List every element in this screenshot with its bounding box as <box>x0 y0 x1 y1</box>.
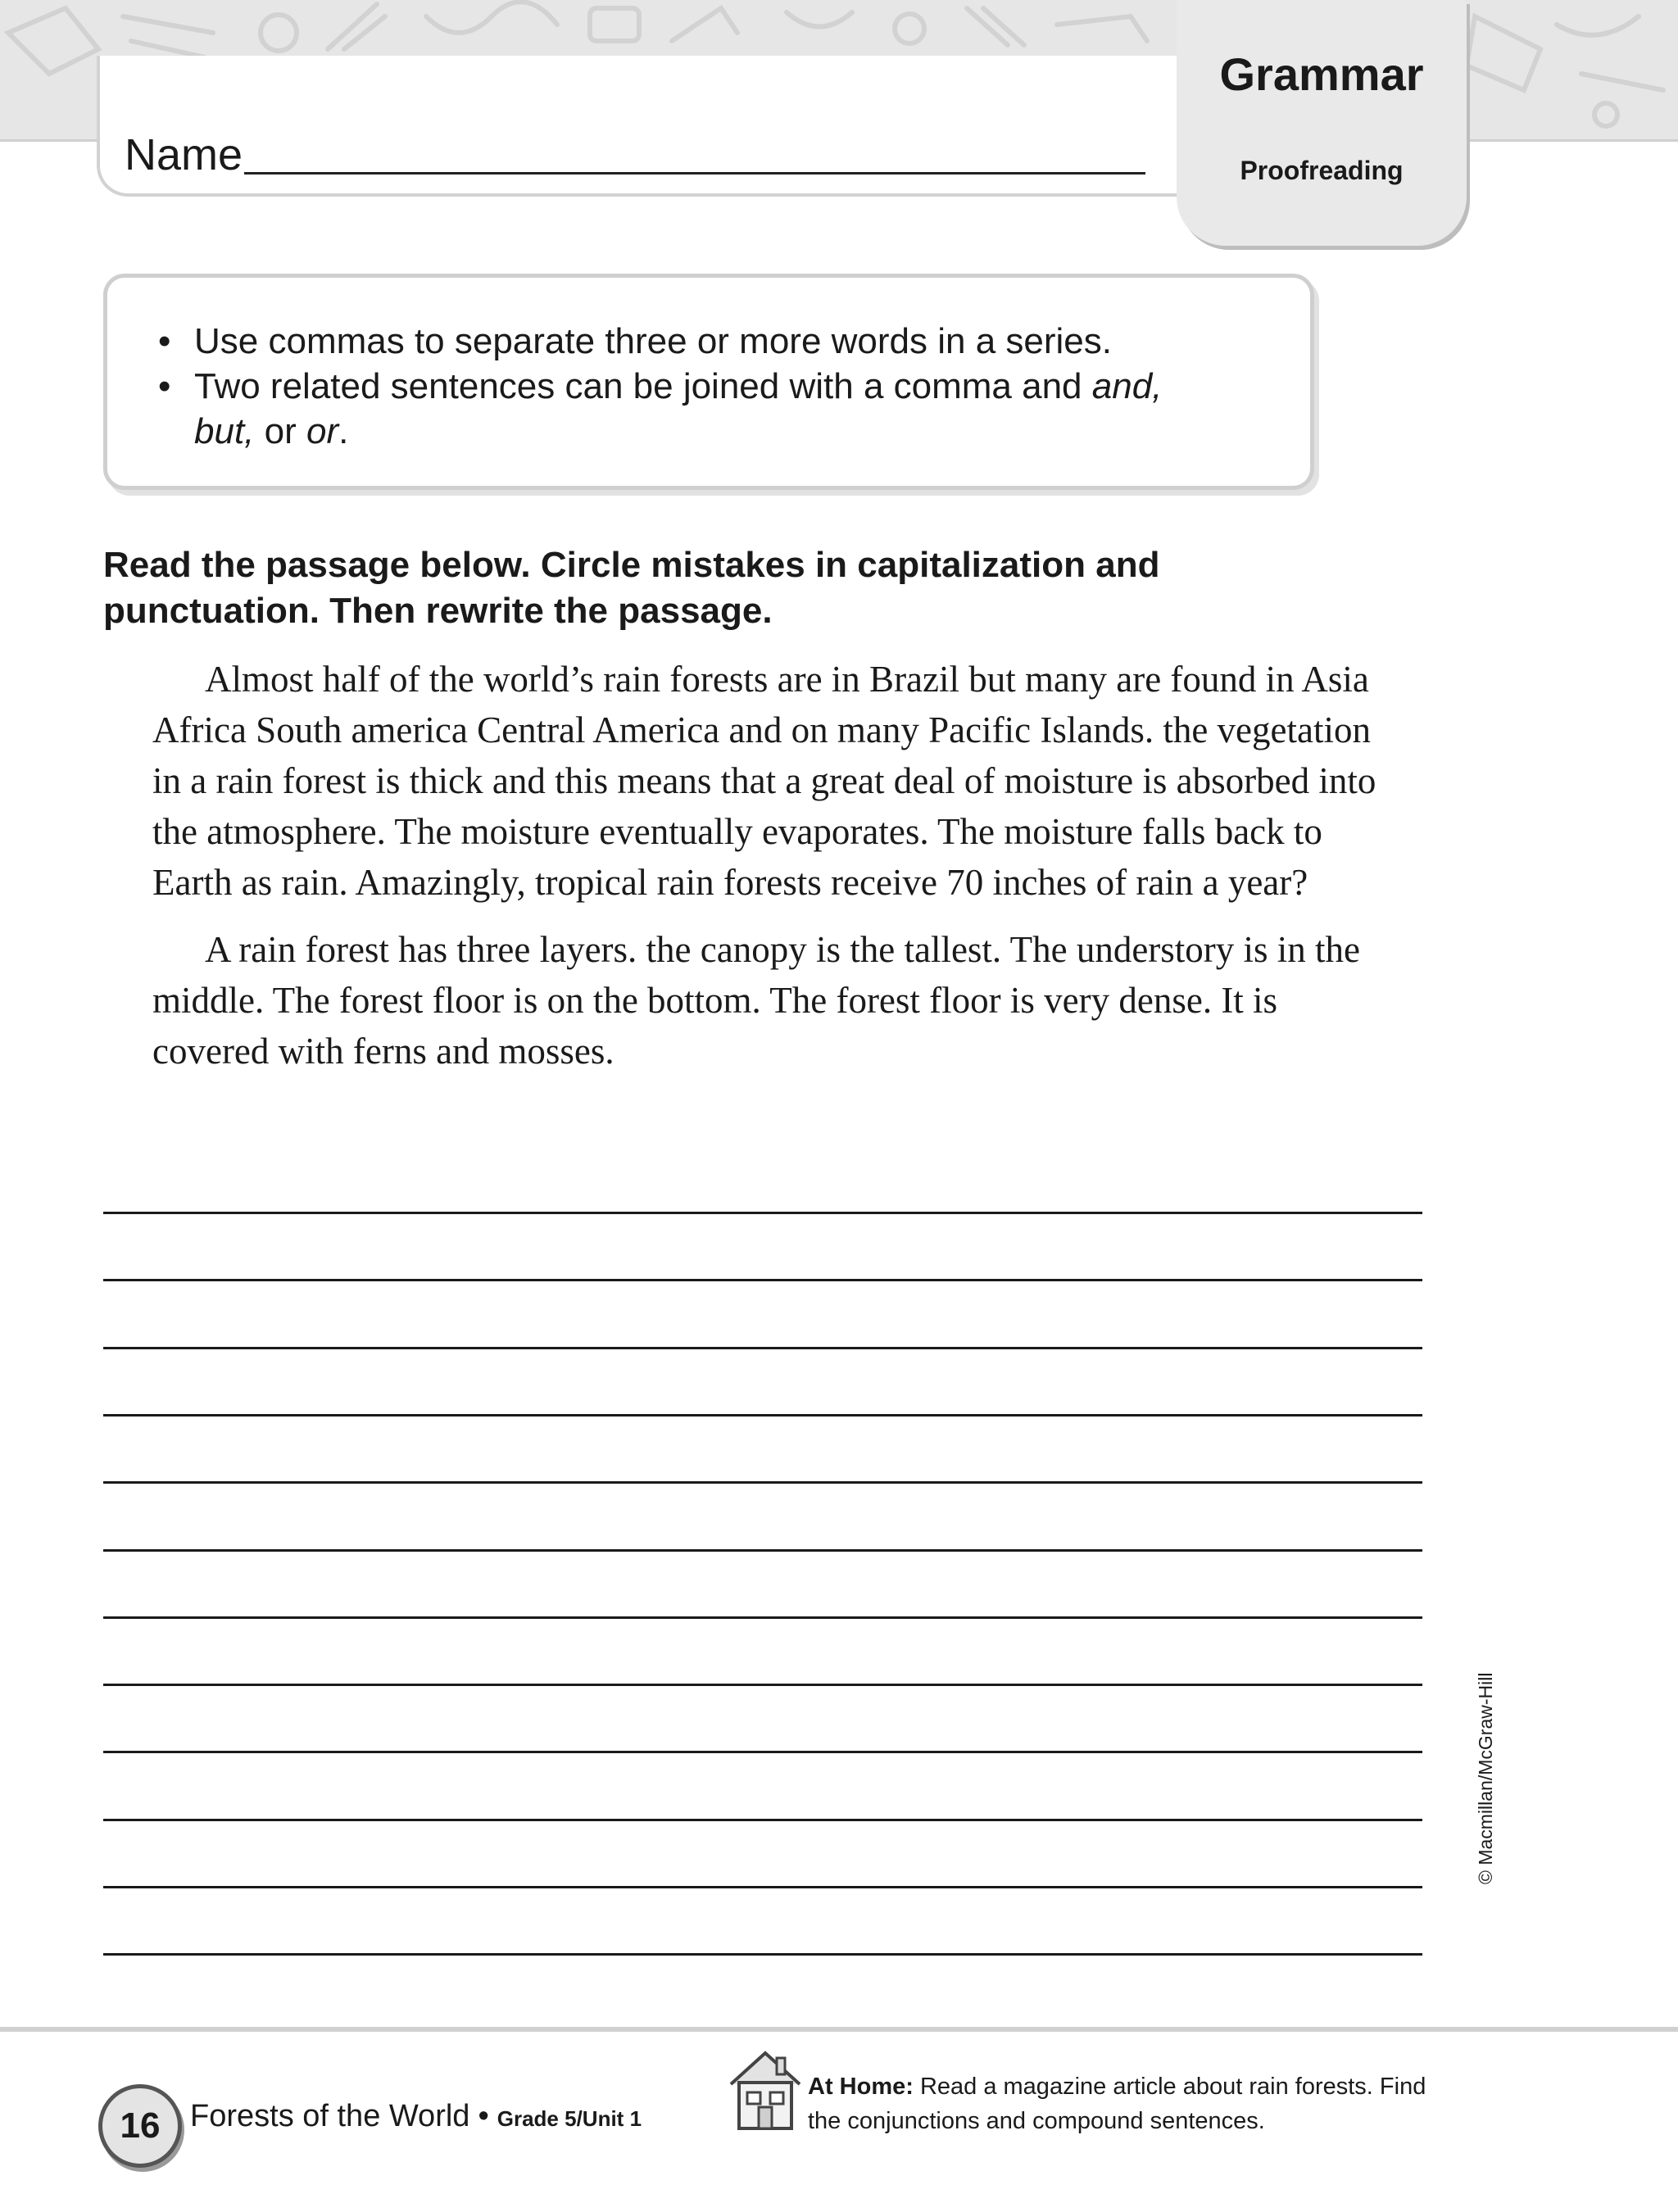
writing-line[interactable] <box>103 1886 1422 1888</box>
conjunction-but: but, <box>194 411 255 451</box>
name-panel <box>97 56 1190 197</box>
name-label: Name <box>125 130 243 179</box>
conjunction-or: or <box>306 411 339 451</box>
writing-line[interactable] <box>103 1549 1422 1552</box>
instructions: Read the passage below. Circle mistakes in capitalization and punctuation. Then rewrite the passage. <box>103 545 1160 631</box>
at-home-note <box>808 2069 1463 2138</box>
story-title: Forests of the World <box>190 2099 470 2133</box>
at-home-text: Read a magazine article about rain forests. Find the conjunctions and compound sentences. <box>808 2074 1426 2134</box>
grade-unit: Grade 5/Unit 1 <box>497 2106 642 2131</box>
copyright-notice: © Macmillan/McGraw-Hill <box>1475 1672 1496 1884</box>
writing-line[interactable] <box>103 1347 1422 1349</box>
story-info <box>190 2099 642 2134</box>
writing-line[interactable] <box>103 1684 1422 1686</box>
house-icon <box>726 2047 805 2133</box>
footer-divider <box>0 2027 1678 2032</box>
name-field[interactable] <box>244 172 1145 175</box>
section-title: Grammar <box>1219 48 1424 100</box>
writing-line[interactable] <box>103 1751 1422 1753</box>
rule-text-or: or <box>264 411 297 451</box>
passage <box>152 654 1381 1093</box>
separator-dot: • <box>478 2099 489 2133</box>
grammar-rules-box <box>103 274 1314 490</box>
rule-text: Use commas to separate three or more words in a series. <box>194 321 1113 361</box>
passage-paragraph-1: Almost half of the world’s rain forests are in Brazil but many are found in Asia Africa South america Central America and on many Pacific Islands. the vegetation in a rain forest is thick and this means that a great deal of moisture is absorbed into the atmosphere. The moisture eventually evaporates. The moisture falls back to Earth as rain. Amazingly, tropical rain forests receive 70 inches of rain a year? <box>152 659 1376 903</box>
passage-paragraph-2: A rain forest has three layers. the canopy is the tallest. The understory is in the middle. The forest floor is on the bottom. The forest floor is very dense. It is covered with ferns and mosses. <box>152 929 1361 1072</box>
page-number: 16 <box>98 2084 182 2168</box>
rule-item-commas-series <box>158 319 1292 364</box>
bullet-icon: • <box>158 321 171 361</box>
writing-line[interactable] <box>103 1819 1422 1821</box>
writing-line[interactable] <box>103 1414 1422 1416</box>
section-tab <box>1177 0 1467 246</box>
at-home-label: At Home: <box>808 2074 914 2100</box>
bullet-icon: • <box>158 366 171 406</box>
rule-text-end: . <box>338 411 349 451</box>
section-subtitle: Proofreading <box>1240 156 1404 185</box>
writing-line[interactable] <box>103 1279 1422 1281</box>
rule-item-compound-sentences <box>158 364 1292 454</box>
rules-list <box>158 319 1292 454</box>
writing-line[interactable] <box>103 1212 1422 1214</box>
writing-line[interactable] <box>103 1481 1422 1484</box>
conjunction-and: and, <box>1091 366 1163 406</box>
writing-line[interactable] <box>103 1953 1422 1956</box>
writing-line[interactable] <box>103 1616 1422 1619</box>
rule-text: Two related sentences can be joined with a comma and <box>194 366 1092 406</box>
